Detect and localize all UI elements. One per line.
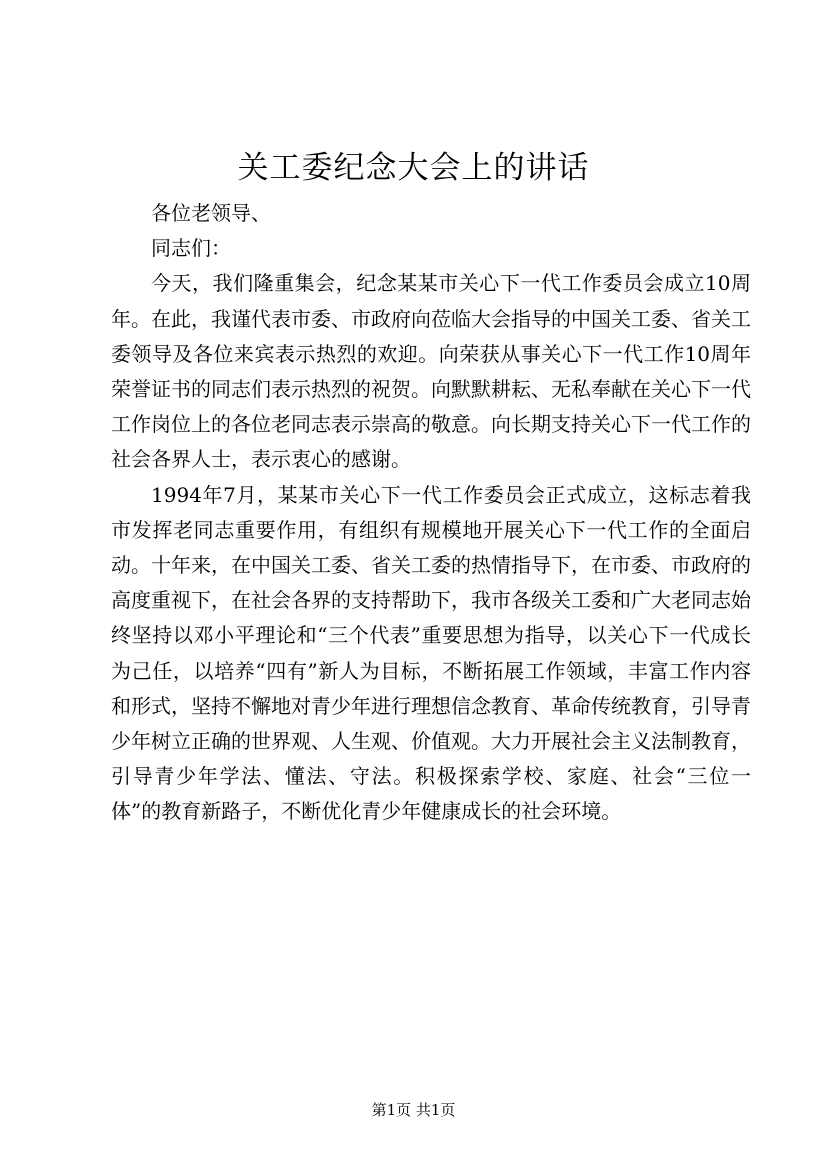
page-footer [0,1100,827,1120]
salutation-line: 各位老领导、 [151,201,271,225]
body-paragraph: 今天，我们隆重集会，纪念某某市关心下一代工作委员会成立10周年。在此，我谨代表市委、市政府向莅临大会指导的中国关工委、省关工委领导及各位来宾表示热烈的欢迎。向荣获从事关心下一代工作10周年荣誉证书的同志们表示热烈的祝贺。向默默耕耘、无私奉献在关心下一代工作岗位上的各位老同志表示崇高的敬意。向长期支持关心下一代工作的社会各界人士，表示衷心的感谢。 [111,271,751,472]
page-number: 第1页 共1页 [371,1101,456,1119]
body-paragraph: 1994年7月，某某市关心下一代工作委员会正式成立，这标志着我市发挥老同志重要作用，有组织有规模地开展关心下一代工作的全面启动。十年来，在中国关工委、省关工委的热情指导下，在市委、市政府的高度重视下，在社会各界的支持帮助下，我市各级关工委和广大老同志始终坚持以邓小平理论和“三个代表”重要思想为指导，以关心下一代成长为己任，以培养“四有”新人为目标，不断拓展工作领域，丰富工作内容和形式，坚持不懈地对青少年进行理想信念教育、革命传统教育，引导青少年树立正确的世界观、人生观、价值观。大力开展社会主义法制教育，引导青少年学法、懂法、守法。积极探索学校、家庭、社会“三位一体”的教育新路子，不断优化青少年健康成长的社会环境。 [111,482,751,824]
document-body [111,196,751,830]
salutation-line: 同志们： [151,236,231,261]
document-title: 关工委纪念大会上的讲话 [237,150,590,186]
